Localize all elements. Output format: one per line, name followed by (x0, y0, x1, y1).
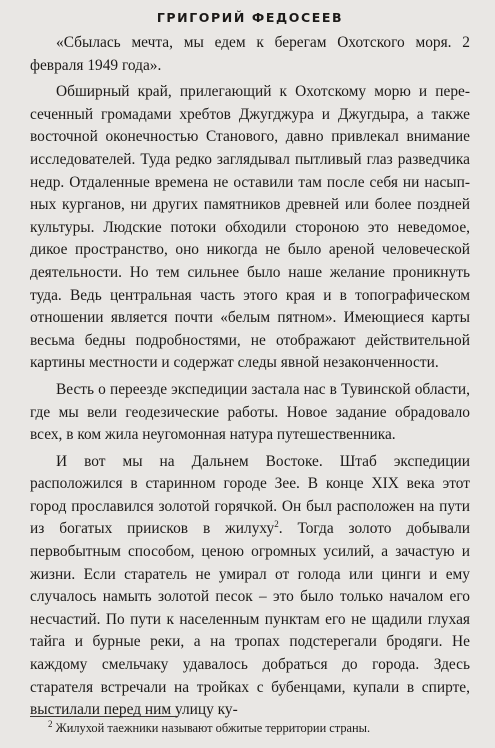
footnote-reference: 2 (274, 519, 279, 530)
paragraph-region: Обширный край, прилегающий к Охотскому морю и пересеченный громадами хребтов Джугджура и Джугдыра, а также восточной оконечностью Станового, давно привлекал внимание исследователей. Туда редко заглядывал пытливый глаз разведчика недр. Отдаленные времена не оставили там после себя ни насыпных курганов, ни других памятников древней или более поздней культуры. Людские потоки обходили стороною это неведомое, дикое пространство, оно никогда не было ареной человеческой деятельности. Но тем сильнее было наше желание проникнуть туда. Ведь центральная часть этого края и в топографическом отношении является почти «белым пятном». Имеющиеся карты весьма бедны подробностями, не отображают действительной картины местности и содержат следы явной незаконченности. (30, 83, 470, 372)
footnote-text: Жилухой таежники называют обжитые территории страны. (52, 721, 371, 735)
running-title: ГРИГОРИЙ ФЕДОСЕЕВ (156, 10, 344, 25)
paragraph-news: Весть о переезде экспедиции застала нас в Тувинской области, где мы вели геодезические работы. Новое задание обрадовало всех, в ком жила неугомонная натура путешественника. (30, 380, 470, 444)
paragraph-far-east (30, 451, 470, 722)
paragraph-far-east-text-2: . Тогда золото добывали первобытным способом, ценою огромных усилий, а зачастую и жизни. Если старатель не умирал от голода или цинги и ему случалось намыть золотой песок – это было только началом его несчастий. По пути к населенным пунктам его не щадили глухая тайга и бурные реки, а на тропах подстерегали бродяги. Не каждому смельчаку удавалось добраться до города. Здесь старателя встречали на тройках с бубенцами, купали в спирте, выстилали перед ним улицу ку- (30, 520, 470, 719)
book-page (30, 10, 470, 742)
paragraph-quote: «Сбылась мечта, мы едем к берегам Охотского моря. 2 февраля 1949 года». (30, 34, 470, 74)
footnote (30, 718, 470, 736)
footnote-divider (30, 716, 178, 717)
paragraph-far-east-text-1: И вот мы на Дальнем Востоке. Штаб экспедиции расположился в старинном городе Зее. В конце XIX века этот город прославился золотой горячкой. Он был расположен на пути из богатых приисков в жилуху (30, 452, 470, 538)
footnote-number: 2 (48, 718, 53, 729)
